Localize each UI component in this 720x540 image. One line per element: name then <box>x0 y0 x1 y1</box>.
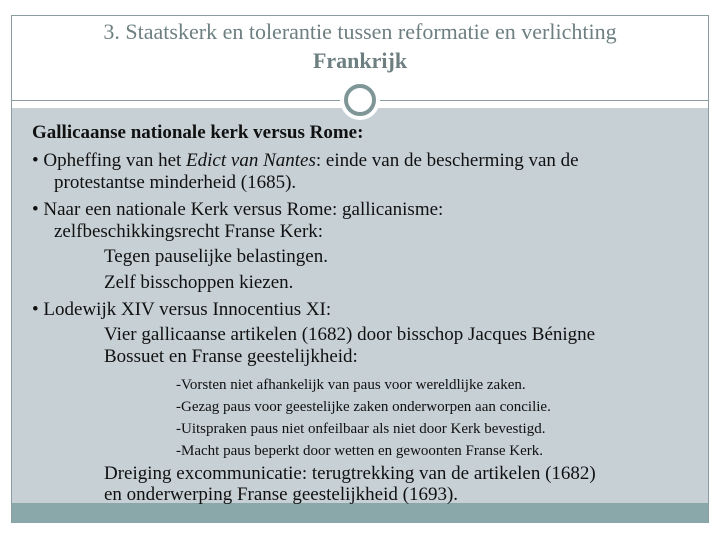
bullet-3-item-2: Bossuet en Franse geestelijkheid: <box>104 346 358 367</box>
ending-line-2: en onderwerping Franse geestelijkheid (1693). <box>104 484 459 505</box>
ending-line-1: Dreiging excommunicatie: terugtrekking van de artikelen (1682) <box>104 463 596 484</box>
bullet-2-line-2: zelfbeschikkingsrecht Franse Kerk: <box>54 221 324 242</box>
article-3: -Uitspraken paus niet onfeilbaar als niet door Kerk bevestigd. <box>176 421 546 437</box>
article-4: -Macht paus beperkt door wetten en gewoonten Franse Kerk. <box>176 443 543 459</box>
circle-ornament-icon <box>340 80 380 120</box>
bullet-1-em: Edict van Nantes <box>186 150 316 171</box>
bullet-1-line-2: protestantse minderheid (1685). <box>54 172 297 193</box>
article-2: -Gezag paus voor geestelijke zaken onderworpen aan concilie. <box>176 399 551 415</box>
slide-footer-bar <box>12 503 708 523</box>
bullet-2-item-2: Zelf bisschoppen kiezen. <box>104 272 294 293</box>
slide-subtitle: Frankrijk <box>312 48 408 73</box>
bullet-3-item-1: Vier gallicaanse artikelen (1682) door bisschop Jacques Bénigne <box>104 324 596 345</box>
bullet-1-post: : einde van de bescherming van de <box>315 150 579 171</box>
slide-title: 3. Staatskerk en tolerantie tussen reformatie en verlichting <box>103 19 617 44</box>
bullet-3: • Lodewijk XIV versus Innocentius XI: <box>32 299 332 320</box>
bullet-2-item-1: Tegen pauselijke belastingen. <box>104 246 328 267</box>
bullet-1 <box>32 150 579 172</box>
bullet-2: • Naar een nationale Kerk versus Rome: gallicanisme: <box>32 199 444 220</box>
article-1: -Vorsten niet afhankelijk van paus voor wereldlijke zaken. <box>176 377 526 393</box>
content-heading: Gallicaanse nationale kerk versus Rome: <box>32 122 364 143</box>
bullet-1-pre: • Opheffing van het <box>32 150 187 171</box>
